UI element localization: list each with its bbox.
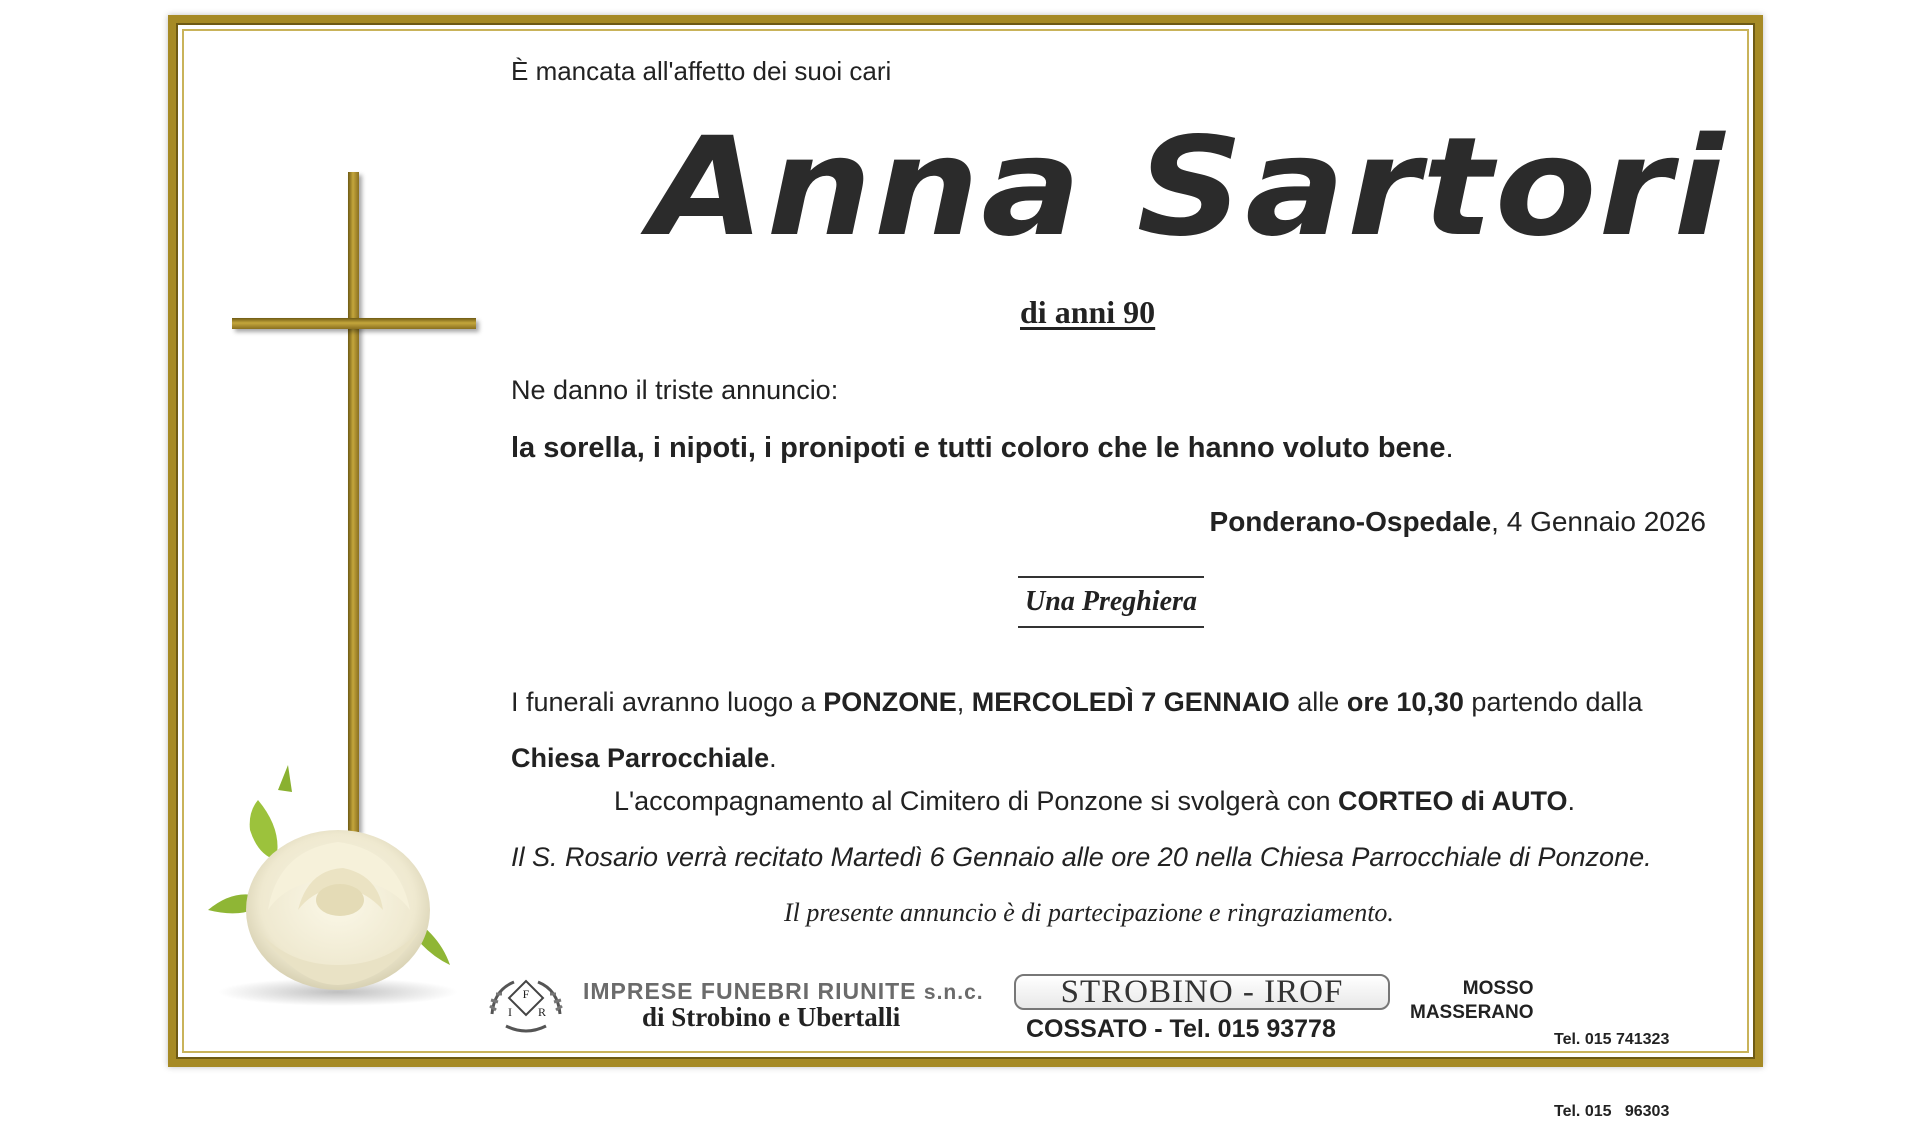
ifr-name: IMPRESE FUNEBRI RIUNITE	[583, 978, 917, 1004]
ifr-owners: di Strobino e Ubertalli	[642, 1002, 901, 1032]
funeral-text: alle	[1289, 687, 1347, 717]
town-masserano: MASSERANO	[1410, 1002, 1534, 1023]
place-date	[1210, 506, 1706, 538]
white-rose-image	[188, 760, 478, 1010]
cross-icon-arm	[232, 318, 476, 329]
thanks-note: Il presente annuncio è di partecipazione e ringraziamento.	[784, 898, 1394, 927]
town-mosso: MOSSO	[1462, 978, 1534, 999]
funeral-text: ,	[956, 687, 972, 717]
deceased-name: Anna Sartori	[650, 108, 1727, 267]
branch-towns	[1410, 977, 1534, 1025]
prayer-text: Una Preghiera	[1025, 586, 1197, 617]
funeral-church: Chiesa Parrocchiale	[511, 743, 770, 773]
age-text: di anni 90	[1020, 294, 1156, 330]
ifr-company-name	[583, 978, 984, 1005]
funeral-date: MERCOLEDÌ 7 GENNAIO	[971, 687, 1290, 717]
prayer-heading	[1018, 576, 1204, 628]
cross-icon	[348, 172, 359, 832]
family-text	[511, 432, 1454, 465]
ifr-logo-icon	[486, 974, 566, 1036]
cortege-info	[614, 786, 1575, 817]
place-name: Ponderano-Ospedale	[1209, 506, 1492, 537]
notice-date: , 4 Gennaio 2026	[1491, 506, 1706, 537]
funeral-text: I funerali avranno luogo a	[511, 687, 824, 717]
phone-masserano: Tel. 015 96303	[1554, 1103, 1670, 1120]
rosary-info: Il S. Rosario verrà recitato Martedì 6 Gennaio alle ore 20 nella Chiesa Parrocchiale di Ponzone.	[511, 842, 1652, 872]
strobino-badge	[1014, 974, 1390, 1010]
funeral-time: ore 10,30	[1346, 687, 1464, 717]
cortege-text: L'accompagnamento al Cimitero di Ponzone si svolgerà con	[614, 786, 1339, 816]
funeral-info	[511, 674, 1731, 786]
branch-phones	[1554, 980, 1669, 1148]
funeral-town: PONZONE	[823, 687, 957, 717]
family-period: .	[1445, 432, 1454, 464]
funeral-text: .	[769, 743, 777, 773]
logo-letter-r: R	[537, 1005, 547, 1019]
intro-text: È mancata all'affetto dei suoi cari	[511, 56, 892, 86]
announce-text: Ne danno il triste annuncio:	[511, 375, 839, 405]
logo-letter-f: F	[522, 987, 530, 1001]
cortege-period: .	[1567, 786, 1576, 816]
cossato-phone: COSSATO - Tel. 015 93778	[1026, 1015, 1336, 1043]
strobino-text: STROBINO - IROF	[1060, 973, 1344, 1010]
cortege-bold: CORTEO di AUTO	[1338, 786, 1568, 816]
ifr-snc: s.n.c.	[923, 981, 984, 1004]
funeral-text: partendo dalla	[1463, 687, 1643, 717]
logo-letter-i: I	[508, 1005, 512, 1019]
family-names: la sorella, i nipoti, i pronipoti e tutti coloro che le hanno voluto bene	[511, 432, 1446, 464]
phone-mosso: Tel. 015 741323	[1554, 1031, 1670, 1048]
